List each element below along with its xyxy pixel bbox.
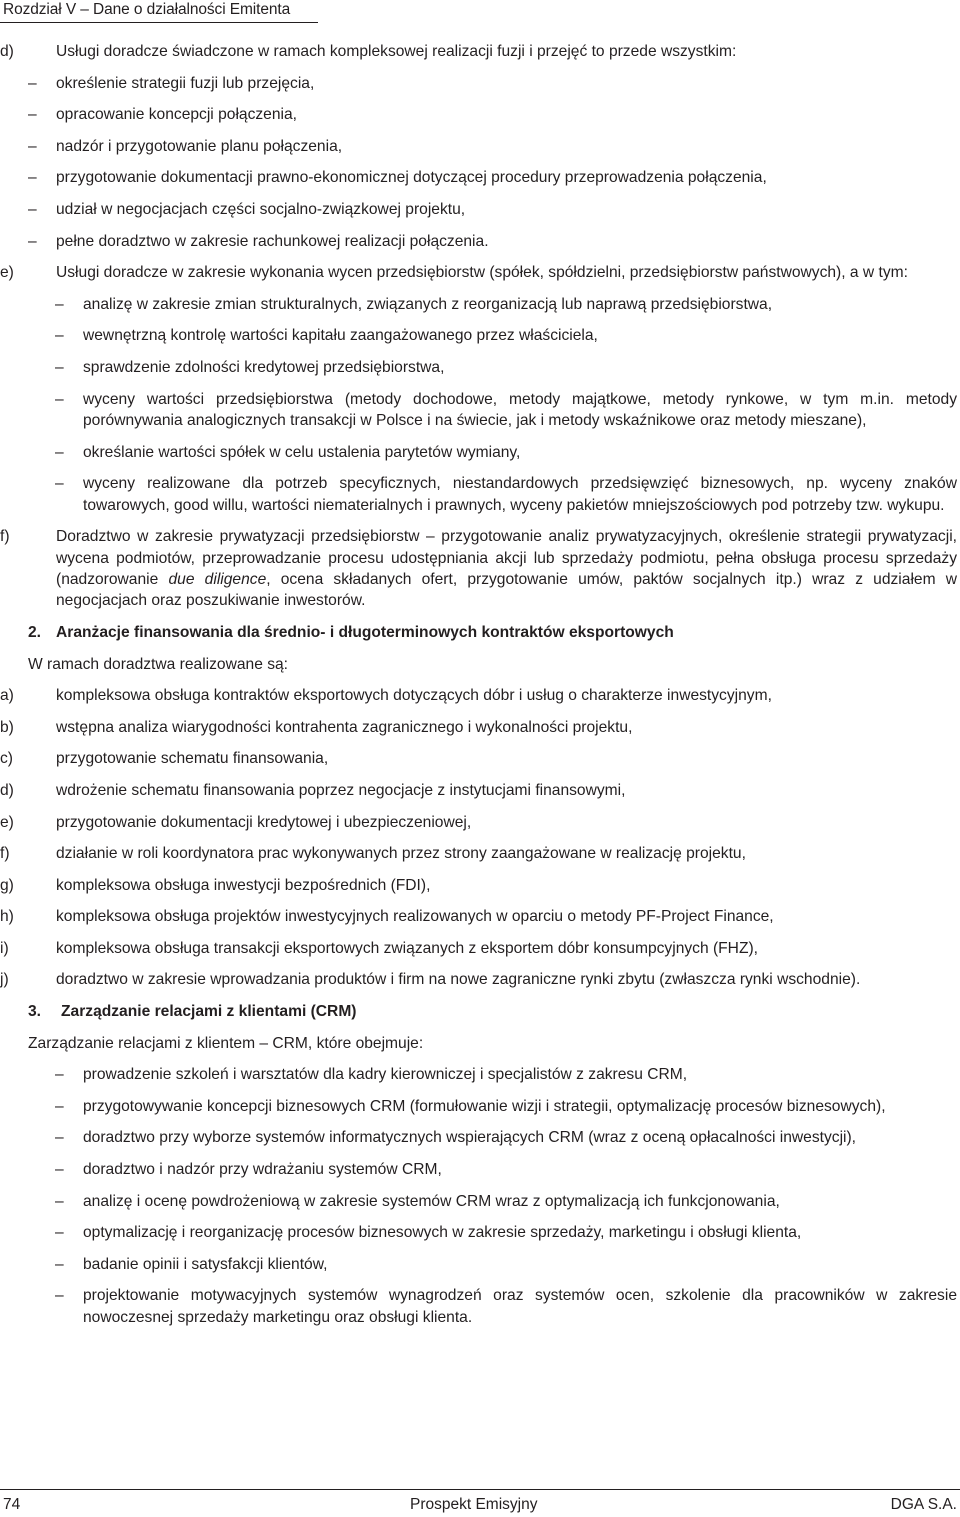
page-number: 74 xyxy=(3,1496,21,1513)
dash-marker: – xyxy=(55,1066,64,1084)
list-item: – określenie strategii fuzji lub przejęcia, xyxy=(28,73,957,94)
dash-marker: – xyxy=(55,327,64,345)
list-item: – wewnętrzną kontrolę wartości kapitału zaangażowanego przez właściciela, xyxy=(55,325,957,346)
list-item: i) kompleksowa obsługa transakcji eksportowych związanych z eksportem dóbr konsumpcyjnych (FHZ), xyxy=(0,939,758,957)
dash-marker: – xyxy=(55,475,64,493)
list-item: – nadzór i przygotowanie planu połączenia, xyxy=(28,136,957,157)
dash-marker: – xyxy=(55,1192,64,1210)
dash-marker: – xyxy=(28,74,37,92)
dash-marker: – xyxy=(55,1255,64,1273)
dash-marker: – xyxy=(28,200,37,218)
dash-marker: – xyxy=(28,137,37,155)
list-item: – opracowanie koncepcji połączenia, xyxy=(28,104,957,125)
section-heading-3: 3. Zarządzanie relacjami z klientami (CRM) xyxy=(28,1003,357,1021)
list-item: – pełne doradztwo w zakresie rachunkowej realizacji połączenia. xyxy=(28,231,957,252)
list-item: – sprawdzenie zdolności kredytowej przedsiębiorstwa, xyxy=(55,357,957,378)
list-item: a) kompleksowa obsługa kontraktów eksportowych dotyczących dóbr i usług o charakterze inwestycyjnym, xyxy=(0,687,772,705)
list-item: – wyceny realizowane dla potrzeb specyficznych, niestandardowych przedsięwzięć biznesowych, np. wyceny znaków towarowych, good willu, wartości niematerialnych i prawnych, wyceny pakietów mniejszościowych pod potrzeby tzw. wykupu. xyxy=(55,475,957,514)
list-item: b) wstępna analiza wiarygodności kontrahenta zagranicznego i wykonalności projektu, xyxy=(0,718,633,736)
dash-marker: – xyxy=(55,443,64,461)
dash-marker: – xyxy=(55,390,64,408)
dash-marker: – xyxy=(55,295,64,313)
list-item: e) przygotowanie dokumentacji kredytowej i ubezpieczeniowej, xyxy=(0,813,472,831)
section-e-paragraph xyxy=(0,262,957,283)
list-item: – doradztwo i nadzór przy wdrażaniu systemów CRM, xyxy=(55,1159,957,1180)
list-item: – optymalizację i reorganizację procesów biznesowych w zakresie sprzedaży, marketingu i obsługi klienta, xyxy=(55,1222,957,1243)
header-title: Rozdział V – Dane o działalności Emitenta xyxy=(3,1,291,18)
list-3 xyxy=(55,1064,957,1328)
section-heading-2: 2. Aranżacje finansowania dla średnio- i długoterminowych kontraktów eksportowych xyxy=(28,623,674,641)
list-item: – wyceny wartości przedsiębiorstwa (metody dochodowe, metody majątkowe, metody rynkowe, w tym m.in. metody porównywania analogicznych transakcji w Polsce i na świecie, jak i metody wskaźnikowe oraz metody mieszane), xyxy=(55,390,957,429)
list-item: g) kompleksowa obsługa inwestycji bezpośrednich (FDI), xyxy=(0,876,431,894)
section-e-label: e) xyxy=(0,264,14,282)
section-f-label: f) xyxy=(0,528,10,546)
list-item: d) wdrożenie schematu finansowania poprzez negocjacje z instytucjami finansowymi, xyxy=(0,781,626,799)
list-item: – określanie wartości spółek w celu ustalenia parytetów wymiany, xyxy=(55,442,957,463)
list-item: – doradztwo przy wyborze systemów informatycznych wspierających CRM (wraz z oceną opłacalności inwestycji), xyxy=(55,1127,957,1148)
section-d-label: d) xyxy=(0,43,14,60)
dash-marker: – xyxy=(55,1161,64,1179)
due-diligence-term: due diligence xyxy=(168,570,267,588)
list-item: c) przygotowanie schematu finansowania, xyxy=(0,750,329,768)
dash-marker: – xyxy=(55,1287,64,1305)
list-item: – prowadzenie szkoleń i warsztatów dla kadry kierowniczej i specjalistów z zakresu CRM, xyxy=(55,1064,957,1085)
dash-marker: – xyxy=(28,106,37,124)
list-item: – badanie opinii i satysfakcji klientów, xyxy=(55,1254,957,1275)
list-2 xyxy=(0,685,957,991)
dash-marker: – xyxy=(55,1224,64,1242)
dash-marker: – xyxy=(55,358,64,376)
section-d-paragraph xyxy=(0,41,957,62)
list-item: j) doradztwo w zakresie wprowadzania produktów i firm na nowe zagraniczne rynki zbytu (zwłaszcza rynki wschodnie). xyxy=(0,971,861,989)
section-d-text: Usługi doradcze świadczone w ramach kompleksowej realizacji fuzji i przejęć to przede wszystkim: xyxy=(56,43,737,60)
intro-3: Zarządzanie relacjami z klientem – CRM, które obejmuje: xyxy=(28,1034,424,1052)
dash-marker: – xyxy=(55,1129,64,1147)
list-item: – przygotowywanie koncepcji biznesowych CRM (formułowanie wizji i strategii, optymalizację procesów biznesowych), xyxy=(55,1096,957,1117)
footer-company: DGA S.A. xyxy=(890,1496,957,1513)
page-footer xyxy=(0,1489,960,1517)
list-item: h) kompleksowa obsługa projektów inwestycyjnych realizowanych w oparciu o metody PF-Project Finance, xyxy=(0,908,774,926)
footer-document-title: Prospekt Emisyjny xyxy=(410,1496,538,1513)
running-header xyxy=(0,0,318,23)
list-item: – analizę w zakresie zmian strukturalnych, związanych z reorganizacją lub naprawą przedsiębiorstwa, xyxy=(55,294,957,315)
dash-marker: – xyxy=(28,169,37,187)
list-item: – udział w negocjacjach części socjalno-związkowej projektu, xyxy=(28,199,957,220)
dash-marker: – xyxy=(28,232,37,250)
dash-marker: – xyxy=(55,1097,64,1115)
list-item: – analizę i ocenę powdrożeniową w zakresie systemów CRM wraz z optymalizacją ich funkcjonowania, xyxy=(55,1191,957,1212)
list-item: – projektowanie motywacyjnych systemów wynagrodzeń oraz systemów ocen, szkolenie dla pracowników w zakresie nowoczesnej sprzedaży marketingu oraz obsługi klienta. xyxy=(55,1287,957,1326)
document-body xyxy=(0,41,958,1338)
section-d-list xyxy=(28,73,957,252)
intro-2: W ramach doradztwa realizowane są: xyxy=(28,655,289,673)
list-item: f) działanie w roli koordynatora prac wykonywanych przez strony zaangażowane w realizację projektu, xyxy=(0,845,746,863)
section-e-list xyxy=(55,294,957,516)
list-item: – przygotowanie dokumentacji prawno-ekonomicznej dotyczącej procedury przeprowadzenia połączenia, xyxy=(28,167,957,188)
section-f-paragraph: f) Doradztwo w zakresie prywatyzacji przedsiębiorstw – przygotowanie analiz prywatyzacyjnych, określenie strategii prywatyzacji, wycena podmiotów, przeprowadzanie procesu udostępniania akcji lub sprzedaży podmiotu, pełna obsługa procesu sprzedaży (nadzorowanie due diligence, ocena składanych ofert, przygotowanie umów, paktów socjalnych itp.) wraz z udziałem w negocjacjach oraz poszukiwanie inwestorów. xyxy=(0,528,958,610)
section-e-text: Usługi doradcze w zakresie wykonania wycen przedsiębiorstw (spółek, spółdzielni, przedsiębiorstw państwowych), a w tym: xyxy=(56,264,908,282)
